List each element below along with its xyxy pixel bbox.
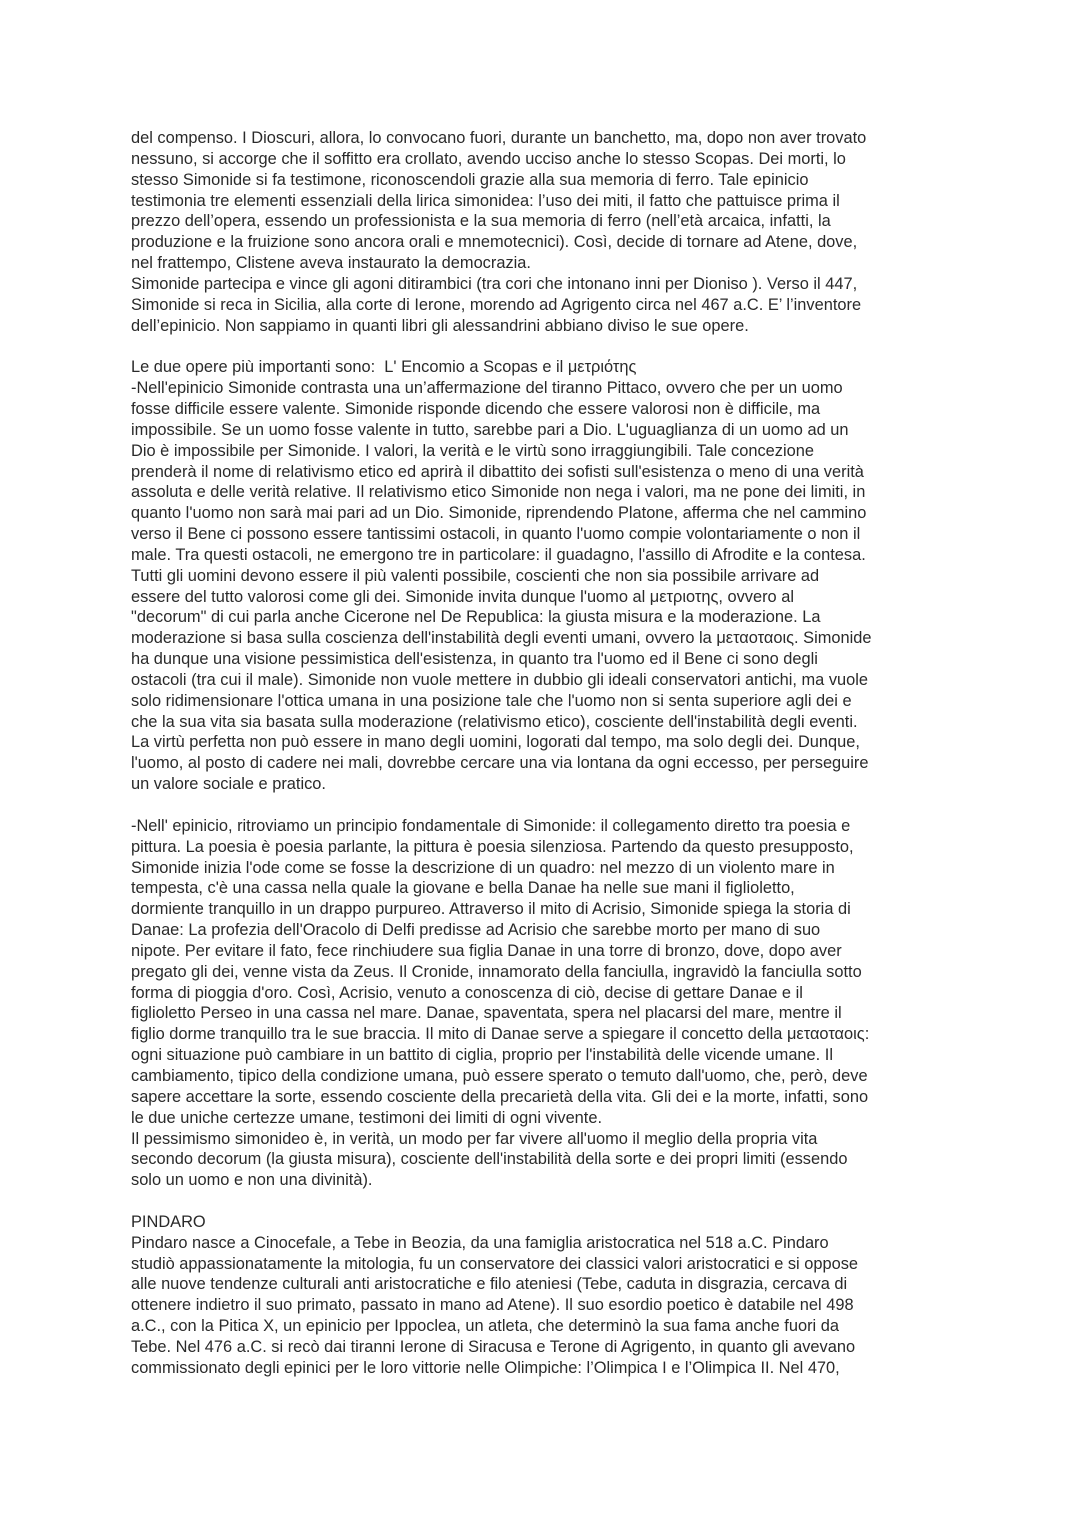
text-line: a.C., con la Pitica X, un epinicio per Ippoclea, un atleta, che determinò la sua fama anche fuori da bbox=[131, 1317, 839, 1336]
text-line: figlio dorme tranquillo tra le sue braccia. Il mito di Danae serve a spiegare il concetto della μεταοταοις: bbox=[131, 1025, 870, 1044]
text-line: nel frattempo, Clistene aveva instaurato la democrazia. bbox=[131, 254, 531, 273]
text-line: dormiente tranquillo in un drappo purpureo. Attraverso il mito di Acrisio, Simonide spiega la storia di bbox=[131, 900, 851, 919]
text-line: stesso Simonide si fa testimone, riconoscendoli grazie alla sua memoria di ferro. Tale epinicio bbox=[131, 170, 809, 189]
text-line: Simonide si reca in Sicilia, alla corte di Ierone, morendo ad Agrigento circa nel 467 a.C. E’ l’inventore bbox=[131, 295, 862, 314]
text-line: Le due opere più importanti sono: L' Encomio a Scopas e il μετριότης bbox=[131, 358, 637, 377]
text-line: La virtù perfetta non può essere in mano degli uomini, logorati dal tempo, ma solo degli dei. Dunque, bbox=[131, 733, 860, 752]
text-line: quanto l'uomo non sarà mai pari ad un Dio. Simonide, riprendendo Platone, afferma che nel cammino bbox=[131, 504, 867, 523]
text-line: produzione e la fruizione sono ancora orali e mnemotecnici). Così, decide di tornare ad Atene, dove, bbox=[131, 233, 858, 252]
text-line: prezzo dell’opera, essendo un professionista e la sua memoria di ferro (nell’età arcaica, infatti, la bbox=[131, 212, 831, 231]
paragraph-danae bbox=[131, 816, 961, 1191]
text-line: nipote. Per evitare il fato, fece rinchiudere sua figlia Danae in una torre di bronzo, dove, dopo aver bbox=[131, 941, 842, 960]
text-line: ostacoli (tra cui il male). Simonide non vuole mettere in dubbio gli ideali conservatori antichi, ma vuole bbox=[131, 670, 869, 689]
text-line: testimonia tre elementi essenziali della lirica simonidea: l’uso dei miti, il fatto che pattuisce prima il bbox=[131, 191, 840, 210]
paragraph-gap bbox=[131, 795, 961, 816]
text-line: un valore sociale e pratico. bbox=[131, 775, 326, 794]
text-line: le due uniche certezze umane, testimoni dei limiti di ogni vivente. bbox=[131, 1108, 603, 1127]
text-line: del compenso. I Dioscuri, allora, lo convocano fuori, durante un banchetto, ma, dopo non aver trovato bbox=[131, 129, 867, 147]
text-line: nessuno, si accorge che il soffitto era crollato, avendo ucciso anche lo stesso Scopas. Dei morti, lo bbox=[131, 149, 846, 168]
text-line: commissionato degli epinici per le loro vittorie nelle Olimpiche: l’Olimpica I e l’Olimpica II. Nel 470, bbox=[131, 1358, 840, 1377]
text-line: Tebe. Nel 476 a.C. si recò dai tiranni Ierone di Siracusa e Terone di Agrigento, in quanto gli avevano bbox=[131, 1337, 856, 1356]
text-line: che la sua vita sia basata sulla moderazione (relativismo etico), cosciente dell'instabilità degli eventi. bbox=[131, 712, 858, 731]
paragraph-gap bbox=[131, 1191, 961, 1212]
text-line: sapere accettare la sorte, essendo cosciente della precarietà della vita. Gli dei e la morte, infatti, sono bbox=[131, 1087, 869, 1106]
text-line: impossibile. Se un uomo fosse valente in tutto, sarebbe pari a Dio. L'uguaglianza di un uomo ad un bbox=[131, 420, 849, 439]
text-line: verso il Bene ci possono essere tantissimi ostacoli, in quanto l'uomo compie volontariamente o non il bbox=[131, 525, 861, 544]
text-line: dell’epinicio. Non sappiamo in quanti libri gli alessandrini abbiano diviso le sue opere. bbox=[131, 316, 749, 335]
text-line: ottenere indietro il suo primato, passato in mano ad Atene). Il suo esordio poetico è databile nel 498 bbox=[131, 1296, 854, 1315]
text-line: figlioletto Perseo in una cassa nel mare. Danae, spaventata, spera nel placarsi del mare, mentre il bbox=[131, 1004, 842, 1023]
text-line: pittura. La poesia è poesia parlante, la pittura è poesia silenziosa. Partendo da questo presupposto, bbox=[131, 837, 854, 856]
text-line: forma di pioggia d'oro. Così, Acrisio, venuto a conoscenza di ciò, decise di gettare Danae e il bbox=[131, 983, 803, 1002]
text-line: essere del tutto valorosi come gli dei. Simonide invita dunque l'uomo al μετριοτης, ovvero al bbox=[131, 587, 794, 606]
text-line: fosse difficile essere valente. Simonide risponde dicendo che essere valorosi non è difficile, ma bbox=[131, 399, 821, 418]
text-line: solo un uomo e non una divinità). bbox=[131, 1171, 373, 1190]
text-line: -Nell' epinicio, ritroviamo un principio fondamentale di Simonide: il collegamento diretto tra poesia e bbox=[131, 816, 851, 835]
text-line: Tutti gli uomini devono essere il più valenti possibile, coscienti che non sia possibile arrivare ad bbox=[131, 566, 820, 585]
text-line: ogni situazione può cambiare in un battito di ciglia, proprio per l'instabilità delle vicende umane. Il bbox=[131, 1046, 833, 1065]
text-line: moderazione si basa sulla coscienza dell'instabilità degli eventi umani, ovvero la μεταοταοις. Simonide bbox=[131, 629, 872, 648]
paragraph-pindaro-life bbox=[131, 1233, 961, 1379]
text-line: tempesta, c'è una cassa nella quale la giovane e bella Danae ha nelle sue mani il figlioletto, bbox=[131, 879, 795, 898]
text-line: Simonide inizia l'ode come se fosse la descrizione di un quadro: nel mezzo di un violento mare in bbox=[131, 858, 835, 877]
text-line: male. Tra questi ostacoli, ne emergono tre in particolare: il guadagno, l'assillo di Afrodite e la contesa. bbox=[131, 545, 866, 564]
text-line: studiò appassionatamente la mitologia, fu un conservatore dei classici valori aristocratici e si oppose bbox=[131, 1254, 859, 1273]
text-line: "decorum" di cui parla anche Cicerone nel De Republica: la giusta misura e la moderazione. La bbox=[131, 608, 821, 627]
text-line: pregato gli dei, venne vista da Zeus. Il Cronide, innamorato della fanciulla, ingravidò la fanciulla sotto bbox=[131, 962, 862, 981]
text-line: Danae: La profezia dell'Oracolo di Delfi predisse ad Acrisio che sarebbe morto per mano di suo bbox=[131, 921, 821, 940]
text-line: cambiamento, tipico della condizione umana, può essere sperato o temuto dall'uomo, che, però, deve bbox=[131, 1066, 868, 1085]
text-line: -Nell'epinicio Simonide contrasta una un’affermazione del tiranno Pittaco, ovvero che per un uomo bbox=[131, 379, 843, 398]
text-line: solo ridimensionare l'ottica umana in una posizione tale che l'uomo non si senta superiore agli dei e bbox=[131, 691, 852, 710]
text-line: Dio è impossibile per Simonide. I valori, la verità e le virtù sono irraggiungibili. Tale concezione bbox=[131, 441, 814, 460]
section-heading-pindaro: PINDARO bbox=[131, 1212, 206, 1231]
document-page bbox=[131, 128, 961, 1379]
text-line: secondo decorum (la giusta misura), cosciente dell'instabilità della sorte e dei propri limiti (essendo bbox=[131, 1150, 848, 1169]
text-line: l'uomo, al posto di cadere nei mali, dovrebbe cercare una via lontana da ogni eccesso, per perseguire bbox=[131, 754, 869, 773]
text-line: alle nuove tendenze culturali anti aristocratiche e filo ateniesi (Tebe, caduta in disgrazia, cercava di bbox=[131, 1275, 848, 1294]
paragraph-encomio-scopas bbox=[131, 357, 961, 795]
text-line: assoluta e delle verità relative. Il relativismo etico Simonide non nega i valori, ma ne pone dei limiti, in bbox=[131, 483, 866, 502]
text-line: Il pessimismo simonideo è, in verità, un modo per far vivere all'uomo il meglio della propria vita bbox=[131, 1129, 818, 1148]
text-line: prenderà il nome di relativismo etico ed aprirà il dibattito dei sofisti sull'esistenza o meno di una verità bbox=[131, 462, 864, 481]
paragraph-simonide-life bbox=[131, 128, 961, 336]
text-line: Simonide partecipa e vince gli agoni ditirambici (tra cori che intonano inni per Dioniso ). Verso il 447, bbox=[131, 274, 858, 293]
paragraph-gap bbox=[131, 336, 961, 357]
text-line: Pindaro nasce a Cinocefale, a Tebe in Beozia, da una famiglia aristocratica nel 518 a.C. Pindaro bbox=[131, 1233, 829, 1252]
text-line: ha dunque una visione pessimistica dell'esistenza, in quanto tra l'uomo ed il Bene ci sono degli bbox=[131, 650, 818, 669]
